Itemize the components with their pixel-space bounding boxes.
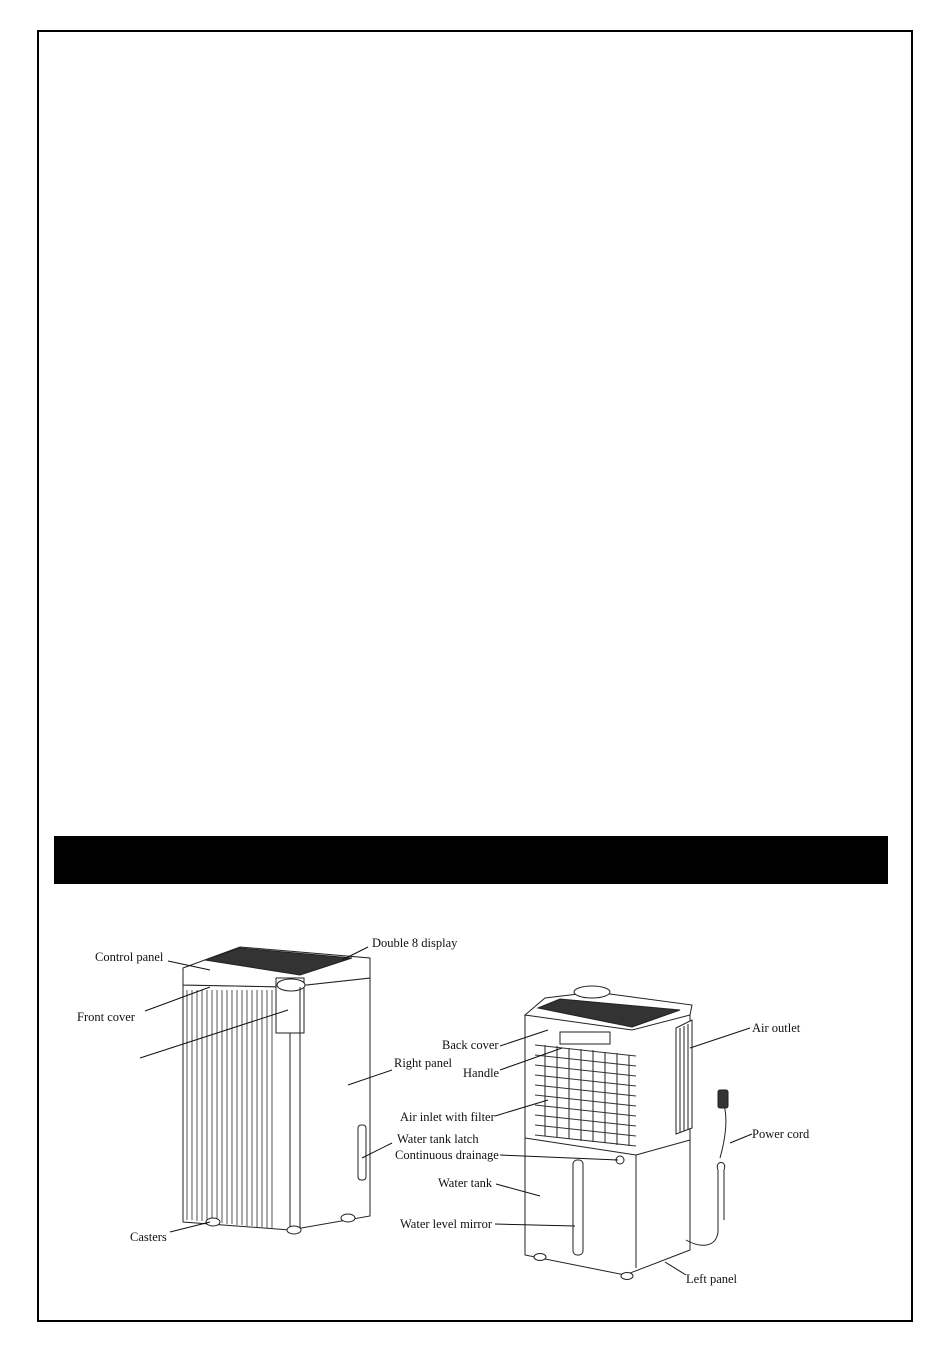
label-water-tank-latch: Water tank latch — [397, 1132, 479, 1146]
label-air-inlet-with-filter: Air inlet with filter — [400, 1110, 495, 1124]
front-unit-illustration — [183, 947, 370, 1234]
label-continuous-drainage: Continuous drainage — [395, 1148, 499, 1162]
label-control-panel: Control panel — [95, 950, 164, 964]
label-front-cover: Front cover — [77, 1010, 135, 1024]
label-double-8-display: Double 8 display — [372, 936, 458, 950]
back-unit-illustration — [525, 986, 728, 1280]
label-left-panel: Left panel — [686, 1272, 738, 1286]
label-casters: Casters — [130, 1230, 167, 1244]
label-back-cover: Back cover — [442, 1038, 499, 1052]
label-air-outlet: Air outlet — [752, 1021, 801, 1035]
label-water-tank: Water tank — [438, 1176, 493, 1190]
label-water-level-mirror: Water level mirror — [400, 1217, 493, 1231]
label-power-cord: Power cord — [752, 1127, 810, 1141]
label-handle: Handle — [463, 1066, 500, 1080]
label-right-panel: Right panel — [394, 1056, 452, 1070]
